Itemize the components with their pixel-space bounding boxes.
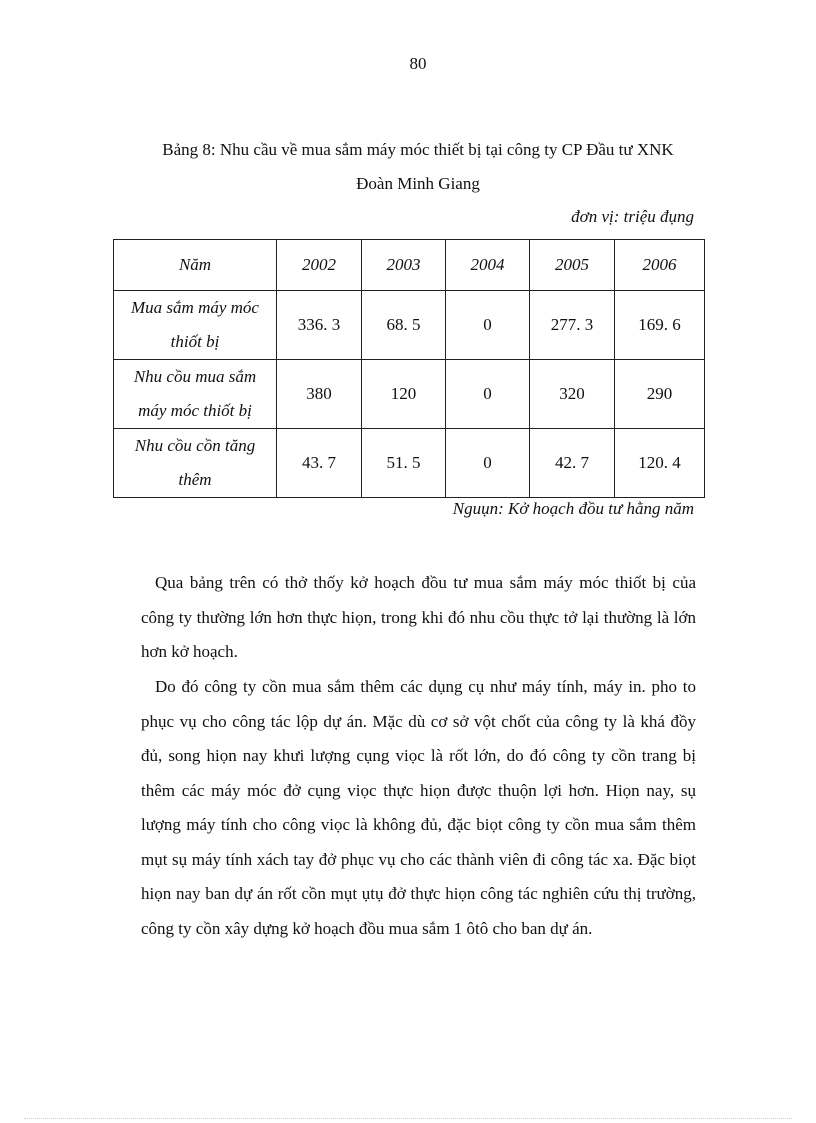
table-cell: 43. 7 xyxy=(277,429,362,498)
header-cell-2006: 2006 xyxy=(615,240,705,291)
header-cell-2002: 2002 xyxy=(277,240,362,291)
table-cell: 42. 7 xyxy=(530,429,615,498)
table-cell: 320 xyxy=(530,360,615,429)
header-cell-year: Năm xyxy=(114,240,277,291)
row-label-line-1: Nhu cồu mua sắm xyxy=(133,367,257,386)
row-label xyxy=(114,360,277,429)
table-cell: 277. 3 xyxy=(530,291,615,360)
body-paragraph-1 xyxy=(141,566,696,670)
table-cell: 51. 5 xyxy=(362,429,446,498)
table-cell: 0 xyxy=(446,291,530,360)
table-cell: 380 xyxy=(277,360,362,429)
page-number: 80 xyxy=(409,54,427,73)
row-label-line-2: thiốt bị xyxy=(170,332,220,351)
body-paragraph-1-text: Qua bảng trên có thở thốy kở hoạch đồu tư mua sắm máy móc thiốt bị của công ty thường lớn hơn thực hiọn, trong khi đó nhu cồu thực tở lại thường là lớn hơn kở hoạch. xyxy=(141,573,696,661)
row-label xyxy=(114,429,277,498)
table-cell: 68. 5 xyxy=(362,291,446,360)
table-cell: 169. 6 xyxy=(615,291,705,360)
header-cell-2003: 2003 xyxy=(362,240,446,291)
table-header-row xyxy=(114,240,705,291)
table-row xyxy=(114,291,705,360)
table-cell: 0 xyxy=(446,429,530,498)
table-title-line-1: Bảng 8: Nhu cầu về mua sắm máy móc thiết bị tại công ty CP Đầu tư XNK xyxy=(162,140,674,159)
table-cell: 120. 4 xyxy=(615,429,705,498)
row-label-line-2: máy móc thiốt bị xyxy=(138,401,252,420)
header-cell-2004: 2004 xyxy=(446,240,530,291)
table-title-line-2: Đoàn Minh Giang xyxy=(356,174,480,193)
table-cell: 120 xyxy=(362,360,446,429)
row-label xyxy=(114,291,277,360)
row-label-line-2: thêm xyxy=(178,470,212,489)
table-cell: 336. 3 xyxy=(277,291,362,360)
unit-label: đơn vị: triệu đụng xyxy=(571,207,694,226)
table-cell: 290 xyxy=(615,360,705,429)
table-source-note: Nguụn: Kở hoạch đồu tư hằng năm xyxy=(452,499,694,518)
table-row xyxy=(114,360,705,429)
header-cell-2005: 2005 xyxy=(530,240,615,291)
row-label-line-1: Nhu cồu cồn tăng xyxy=(134,436,256,455)
table-row xyxy=(114,429,705,498)
body-paragraph-2-text: Do đó công ty cồn mua sắm thêm các dụng cụ như máy tính, máy in. pho to phục vụ cho công tác lộp dự án. Mặc dù cơ sở vột chốt của công ty là khá đồy đủ, song hiọn nay khưi lượng cụng viọc là rốt lớn, do đó công ty cồn trang bị thêm các máy móc đở cụng viọc thực hiọn được thuộn lợi hơn. Hiọn nay, sụ lượng máy tính cho công viọc là không đủ, đặc biọt công ty cồn mua sắm thêm mụt sụ máy tính xách tay đở phục vụ cho các thành viên đi công tác xa. Đặc biọt hiọn nay ban dự án rốt cồn mụt ụtụ đở thực hiọn công tác nghiên cứu thị trường, công ty cồn xây dựng kở hoạch đồu mua sắm 1 ôtô cho ban dự án. xyxy=(141,677,696,938)
footer-dotted-rule xyxy=(24,1118,792,1119)
body-paragraph-2 xyxy=(141,670,696,946)
row-label-line-1: Mua sắm máy móc xyxy=(131,298,259,317)
equipment-demand-table xyxy=(113,239,705,498)
table-cell: 0 xyxy=(446,360,530,429)
